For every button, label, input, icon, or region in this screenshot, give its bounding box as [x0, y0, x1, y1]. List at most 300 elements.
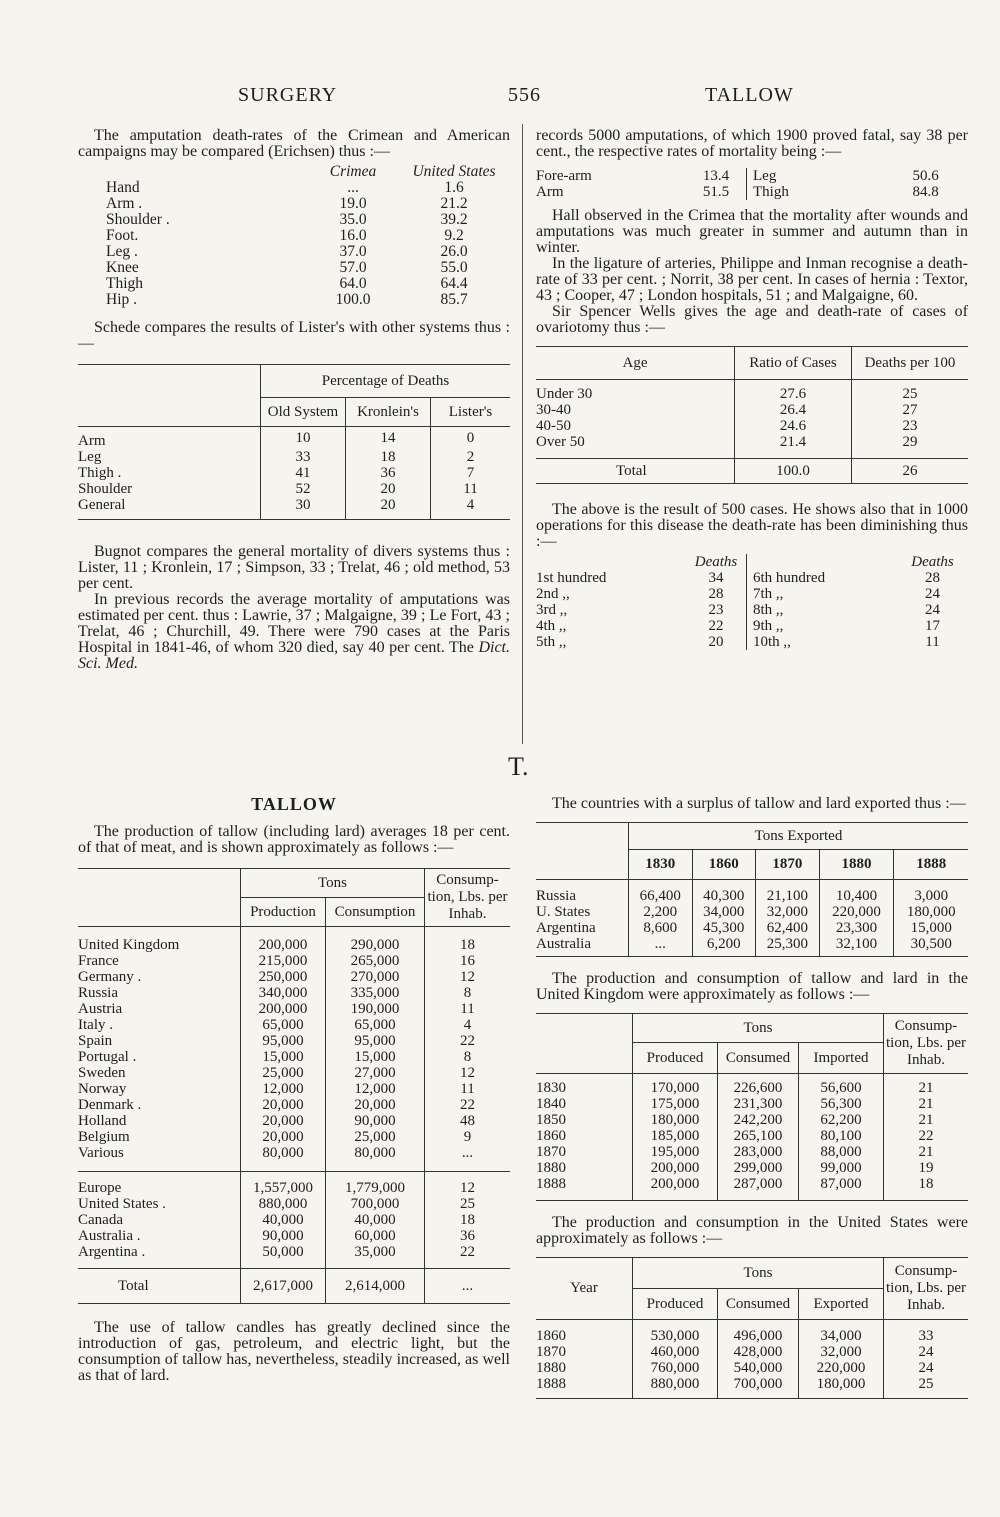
table-cell: 760,000 — [633, 1360, 718, 1376]
col-header: Deaths — [694, 554, 738, 570]
table-row — [78, 953, 510, 969]
table-cell: 21.2 — [440, 195, 468, 212]
table-cell: 3,000 — [894, 888, 968, 904]
table-row-label: 1st hundred — [536, 570, 607, 586]
table-row-label: 7th ,, — [747, 586, 898, 602]
table-row — [78, 1097, 510, 1113]
table-cell: 20,000 — [241, 1113, 326, 1129]
table-row-label: 1830 — [536, 1079, 566, 1096]
table-row — [536, 586, 968, 602]
paragraph: In the ligature of arteries, Philippe and Inman recognise a death-rate of 33 per cent. ; Norrit, 38 per cent. In cases of hernia : Textor, 43 ; Cooper, 47 ; London hospitals, 51 ; and Malgaigne, 60. — [536, 255, 968, 304]
table-row — [78, 292, 510, 308]
table-cell: 21,100 — [756, 888, 820, 904]
table-row-label: Canada — [78, 1211, 123, 1228]
table-cell: 428,000 — [718, 1344, 799, 1360]
paragraph: Hall observed in the Crimea that the mortality after wounds and amputations was much greater in summer and autumn than in winter. — [536, 207, 968, 256]
table-row-label: Sweden — [78, 1064, 126, 1081]
table-row — [78, 426, 510, 449]
paragraph: Sir Spencer Wells gives the age and death-rate of cases of ovariotomy thus :— — [536, 303, 968, 336]
table-cell: 175,000 — [633, 1096, 718, 1112]
table-row-label: 6th hundred — [747, 570, 898, 586]
table-row-label: 1888 — [536, 1375, 566, 1392]
paragraph: The above is the result of 500 cases. He shows also that in 1000 operations for this disease the death-rate has been diminishing thus :— — [536, 501, 968, 550]
table-row-label: United States . — [78, 1195, 166, 1212]
table-cell: 21 — [884, 1096, 969, 1112]
table-row-label: Arm — [78, 432, 106, 449]
table-cell: 20 — [346, 497, 431, 513]
table-cell: 48 — [425, 1113, 511, 1129]
table-cell: 880,000 — [241, 1196, 326, 1212]
table-cell: 180,000 — [799, 1376, 884, 1392]
table-cell: 11 — [425, 1001, 511, 1017]
table-cell: 30,500 — [894, 936, 968, 952]
table-row — [78, 212, 510, 228]
table-cell: 40,000 — [241, 1212, 326, 1228]
table-row — [78, 228, 510, 244]
table-row — [78, 1129, 510, 1145]
table-row — [536, 920, 968, 936]
table-cell: 12 — [425, 969, 511, 985]
table-row-label: Leg — [78, 448, 102, 465]
table-row — [78, 1228, 510, 1244]
table-cell: 99,000 — [799, 1160, 884, 1176]
table-row — [78, 1081, 510, 1097]
table-cell: 84.8 — [912, 184, 939, 200]
table-cell: 25,000 — [241, 1065, 326, 1081]
paragraph: The countries with a surplus of tallow and lard exported thus :— — [552, 795, 966, 812]
col-header: Exported — [799, 1288, 884, 1319]
col-header: Crimea — [329, 163, 377, 180]
table-row-label: Hip . — [106, 291, 137, 308]
table-cell: 11 — [925, 634, 940, 650]
table-row — [78, 1244, 510, 1260]
table-cell: 33 — [261, 449, 346, 465]
table-row-label: Shoulder — [78, 480, 133, 497]
table-row-label: United Kingdom — [78, 936, 180, 953]
table-cell: 25 — [425, 1196, 511, 1212]
table-cell: 242,200 — [718, 1112, 799, 1128]
table-cell: 700,000 — [326, 1196, 425, 1212]
table-row — [536, 1112, 968, 1128]
table-row — [536, 386, 968, 402]
table-row-label: 1880 — [536, 1359, 566, 1376]
table-cell: 25,300 — [756, 936, 820, 952]
running-head-right: TALLOW — [705, 84, 794, 106]
paragraph: The production and consumption in the United States were approximately as follows :— — [536, 1213, 968, 1247]
table-row-label: Foot. — [106, 227, 139, 244]
table-row-label: Russia — [536, 888, 577, 904]
table-cell: 12,000 — [241, 1081, 326, 1097]
table-row-label: Leg . — [106, 243, 138, 260]
table-row — [536, 168, 968, 184]
table-cell: 23 — [708, 602, 724, 618]
table-cell: 24 — [925, 602, 940, 618]
table-cell: 88,000 — [799, 1144, 884, 1160]
table-cell: 32,100 — [819, 936, 894, 952]
table-row-label: 4th ,, — [536, 618, 567, 634]
table-cell: 9 — [425, 1129, 511, 1145]
paragraph — [78, 592, 510, 672]
table-row — [78, 196, 510, 212]
table-row-label: Germany . — [78, 968, 142, 985]
table-cell: 27.6 — [735, 386, 852, 402]
table-cell: 226,600 — [718, 1080, 799, 1096]
table-row — [78, 449, 510, 465]
table-cell: 21 — [884, 1144, 969, 1160]
table-cell: 55.0 — [440, 259, 468, 276]
col-header: Lister's — [431, 398, 511, 427]
table-cell: 62,200 — [799, 1112, 884, 1128]
table-cell: 17 — [925, 618, 940, 634]
table-row-label: 1860 — [536, 1127, 566, 1144]
table-cell: 200,000 — [241, 1001, 326, 1017]
col-header: Year — [570, 1280, 598, 1296]
table-row-label: Fore-arm — [536, 168, 592, 184]
table-cell: 80,000 — [241, 1145, 326, 1161]
table-cell: 57.0 — [339, 259, 367, 276]
table-cell: 60,000 — [326, 1228, 425, 1244]
table-cell: 90,000 — [241, 1228, 326, 1244]
table-cell: 23 — [852, 418, 969, 434]
table-cell: 28 — [925, 570, 940, 586]
table-cell: 15,000 — [326, 1049, 425, 1065]
table-cell: 64.0 — [339, 275, 367, 292]
table-row-label: Holland — [78, 1112, 127, 1129]
hundreds-table — [536, 554, 968, 650]
table-row-label: Hand — [106, 179, 140, 196]
column-divider — [522, 124, 523, 744]
table-row — [78, 937, 510, 953]
table-cell: 200,000 — [241, 937, 326, 953]
table-row — [536, 1376, 968, 1392]
table-cell: 24.6 — [735, 418, 852, 434]
table-cell: 40,300 — [692, 888, 756, 904]
table-row-label: Italy . — [78, 1016, 113, 1033]
table-cell: 22 — [425, 1244, 511, 1260]
table-cell: 24 — [925, 586, 940, 602]
table-cell: 12,000 — [326, 1081, 425, 1097]
table-row — [78, 260, 510, 276]
table-cell: 9.2 — [444, 227, 464, 244]
table-row-label: Knee — [106, 259, 139, 276]
table-cell: 32,000 — [799, 1344, 884, 1360]
table-row-label: U. States — [536, 904, 591, 920]
table-cell: 23,300 — [819, 920, 894, 936]
table-row-label: Arm — [536, 184, 564, 200]
right-column — [536, 128, 968, 650]
paragraph: The amputation death-rates of the Crimean and American campaigns may be compared (Erichsen) thus :— — [78, 127, 510, 160]
table-row — [536, 402, 968, 418]
crimea-us-table — [78, 164, 510, 308]
table-cell: 200,000 — [633, 1160, 718, 1176]
table-cell: 195,000 — [633, 1144, 718, 1160]
table-cell: ... — [347, 179, 359, 196]
table-cell: 18 — [346, 449, 431, 465]
table-row — [78, 1065, 510, 1081]
table-cell: 2,614,000 — [326, 1268, 425, 1303]
table-row-label: General — [78, 496, 126, 513]
table-cell: 185,000 — [633, 1128, 718, 1144]
table-row-label: 9th ,, — [747, 618, 898, 634]
table-row-label: 2nd ,, — [536, 586, 570, 602]
table-row-label: 10th ,, — [747, 634, 898, 650]
table-row — [536, 1360, 968, 1376]
table-cell: 7 — [431, 465, 511, 481]
table-cell: 24 — [884, 1360, 969, 1376]
table-cell: 4 — [425, 1017, 511, 1033]
table-row — [536, 936, 968, 952]
table-row — [536, 418, 968, 434]
table-cell: 270,000 — [326, 969, 425, 985]
col-header: Consump-tion, Lbs. per Inhab. — [425, 869, 511, 927]
table-cell: 287,000 — [718, 1176, 799, 1192]
table-cell: 36 — [425, 1228, 511, 1244]
col-header: 1860 — [692, 849, 756, 880]
table-row-label: Belgium — [78, 1128, 130, 1145]
table-cell: 32,000 — [756, 904, 820, 920]
col-header: Consump-tion, Lbs. per Inhab. — [884, 1014, 969, 1074]
tallow-production-table — [78, 868, 510, 1304]
table-cell: 41 — [261, 465, 346, 481]
section-letter: T. — [508, 752, 529, 781]
table-row-label: Over 50 — [536, 434, 585, 450]
table-row-label: Leg — [747, 168, 884, 184]
table-cell: 51.5 — [702, 184, 730, 200]
paragraph: The use of tallow candles has greatly declined since the introduction of gas, petroleum, and electric light, but the consumption of tallow has, nevertheless, steadily increased, as well as that of lard. — [78, 1318, 510, 1384]
table-cell: 39.2 — [440, 211, 468, 228]
col-header: Imported — [799, 1043, 884, 1074]
table-row — [536, 1144, 968, 1160]
table-row — [78, 497, 510, 513]
table-row-label: 1870 — [536, 1143, 566, 1160]
group-header: Tons — [633, 1014, 884, 1043]
table-cell: 10 — [261, 426, 346, 449]
table-row-label: Argentina . — [78, 1243, 146, 1260]
col-header: Old System — [261, 398, 346, 427]
table-row-label: Total — [118, 1277, 149, 1294]
table-cell: 265,000 — [326, 953, 425, 969]
table-cell: 0 — [431, 426, 511, 449]
exports-table — [536, 822, 968, 957]
col-header: Kronlein's — [346, 398, 431, 427]
table-row — [536, 602, 968, 618]
table-cell: 19.0 — [339, 195, 367, 212]
col-header: 1880 — [819, 849, 894, 880]
table-cell: 2,200 — [629, 904, 693, 920]
col-header: Produced — [633, 1043, 718, 1074]
col-header: Age — [622, 355, 648, 371]
table-row-label: Austria — [78, 1000, 123, 1017]
table-cell: 8,600 — [629, 920, 693, 936]
col-header: Consumption — [326, 898, 425, 927]
table-row — [536, 184, 968, 200]
table-row — [78, 969, 510, 985]
table-cell: 40,000 — [326, 1212, 425, 1228]
table-row-label: 1850 — [536, 1111, 566, 1128]
table-row-label: Russia — [78, 984, 119, 1001]
rates-table — [536, 168, 968, 200]
table-row-label: 1860 — [536, 1327, 566, 1344]
table-row — [536, 1128, 968, 1144]
table-cell: ... — [425, 1268, 511, 1303]
us-tallow-table — [536, 1257, 968, 1399]
group-header: Tons — [633, 1257, 884, 1288]
paragraph: Schede compares the results of Lister's with other systems thus :— — [78, 319, 510, 352]
table-cell: 64.4 — [440, 275, 468, 292]
table-row — [536, 1160, 968, 1176]
table-cell: 21 — [884, 1112, 969, 1128]
paragraph: The production and consumption of tallow and lard in the United Kingdom were approximately as follows :— — [536, 970, 968, 1003]
table-row-label: Denmark . — [78, 1096, 142, 1113]
table-cell: 45,300 — [692, 920, 756, 936]
table-cell: 19 — [884, 1160, 969, 1176]
table-cell: 180,000 — [894, 904, 968, 920]
table-row-label: Europe — [78, 1179, 122, 1196]
table-row-label: Shoulder . — [106, 211, 170, 228]
table-cell: 180,000 — [633, 1112, 718, 1128]
table-cell: 20,000 — [326, 1097, 425, 1113]
table-row-label: 1888 — [536, 1175, 566, 1192]
table-cell: 2 — [431, 449, 511, 465]
table-cell: 65,000 — [326, 1017, 425, 1033]
table-row-label: Argentina — [536, 920, 596, 936]
table-cell: 20,000 — [241, 1097, 326, 1113]
table-row — [78, 481, 510, 497]
paragraph: Bugnot compares the general mortality of divers systems thus : Lister, 11 ; Kronlein, 17 ; Simpson, 33 ; Trelat, 46 ; old method, 53 per cent. — [78, 542, 510, 592]
ovariotomy-table — [536, 346, 968, 484]
table-row — [78, 1212, 510, 1228]
table-cell: 52 — [261, 481, 346, 497]
table-cell: ... — [425, 1145, 511, 1161]
table-row — [78, 276, 510, 292]
table-cell: 80,100 — [799, 1128, 884, 1144]
table-cell: 265,100 — [718, 1128, 799, 1144]
citation: Dict. Sci. Med. — [78, 638, 510, 672]
table-row — [78, 1113, 510, 1129]
table-row-label: Arm . — [106, 195, 143, 212]
table-row-label: Total — [616, 463, 647, 479]
group-header: Percentage of Deaths — [261, 365, 511, 398]
table-cell: 33 — [884, 1328, 969, 1344]
table-cell: 22 — [884, 1128, 969, 1144]
table-row-label: 3rd ,, — [536, 602, 568, 618]
left-column — [78, 128, 510, 672]
col-header: 1888 — [894, 849, 968, 880]
table-row — [536, 1344, 968, 1360]
table-cell: 2,617,000 — [241, 1268, 326, 1303]
table-cell: 4 — [431, 497, 511, 513]
table-cell: 1.6 — [444, 179, 464, 196]
table-cell: 250,000 — [241, 969, 326, 985]
table-cell: 25 — [852, 386, 969, 402]
table-cell: 15,000 — [241, 1049, 326, 1065]
table-row — [78, 1180, 510, 1196]
table-cell: 95,000 — [326, 1033, 425, 1049]
table-row-label: Thigh — [106, 275, 144, 292]
table-cell: 100.0 — [335, 291, 371, 308]
col-header: Consump-tion, Lbs. per Inhab. — [884, 1257, 969, 1319]
table-cell: 34 — [708, 570, 724, 586]
table-row-label: 30-40 — [536, 402, 571, 418]
table-cell: 21.4 — [735, 434, 852, 450]
table-row-label: Spain — [78, 1032, 113, 1049]
table-row — [536, 1176, 968, 1192]
table-cell: 6,200 — [692, 936, 756, 952]
table-row — [78, 180, 510, 196]
table-cell: 16 — [425, 953, 511, 969]
table-row — [536, 618, 968, 634]
table-row — [536, 904, 968, 920]
table-row-label: Australia — [536, 936, 591, 952]
table-row-label: Norway — [78, 1080, 127, 1097]
table-row-label: Various — [78, 1144, 124, 1161]
table-cell: 25,000 — [326, 1129, 425, 1145]
table-cell: 220,000 — [799, 1360, 884, 1376]
table-row-label: Under 30 — [536, 386, 593, 402]
table-cell: 290,000 — [326, 937, 425, 953]
table-row-label: 1870 — [536, 1343, 566, 1360]
table-cell: 90,000 — [326, 1113, 425, 1129]
table-row — [78, 1017, 510, 1033]
table-cell: 700,000 — [718, 1376, 799, 1392]
group-header: Tons — [241, 869, 425, 898]
table-row — [78, 1049, 510, 1065]
table-row — [536, 888, 968, 904]
table-row — [536, 1096, 968, 1112]
table-cell: 35,000 — [326, 1244, 425, 1260]
right-lower-column — [536, 796, 968, 1399]
group-header: Tons Exported — [629, 823, 969, 850]
paragraph: records 5000 amputations, of which 1900 proved fatal, say 38 per cent., the respective rates of mortality being :— — [536, 127, 968, 160]
col-header: Ratio of Cases — [735, 347, 852, 380]
table-cell: 66,400 — [629, 888, 693, 904]
table-cell: 22 — [708, 618, 724, 634]
table-row — [78, 1001, 510, 1017]
table-cell: 36 — [346, 465, 431, 481]
table-cell: 8 — [425, 985, 511, 1001]
section-title: TALLOW — [251, 794, 337, 814]
table-cell: 18 — [425, 1212, 511, 1228]
table-cell: 100.0 — [735, 459, 852, 484]
table-cell: 299,000 — [718, 1160, 799, 1176]
table-cell: 340,000 — [241, 985, 326, 1001]
table-cell: 24 — [884, 1344, 969, 1360]
table-cell: 14 — [346, 426, 431, 449]
table-row-label: 5th ,, — [536, 634, 567, 650]
table-cell: 530,000 — [633, 1328, 718, 1344]
col-header: 1870 — [756, 849, 820, 880]
col-header: Deaths per 100 — [852, 347, 969, 380]
table-cell: 8 — [425, 1049, 511, 1065]
table-row-label: 1880 — [536, 1159, 566, 1176]
col-header: Consumed — [718, 1043, 799, 1074]
table-row — [78, 465, 510, 481]
table-cell: 95,000 — [241, 1033, 326, 1049]
table-cell: 27,000 — [326, 1065, 425, 1081]
table-row-label: Portugal . — [78, 1048, 137, 1065]
table-cell: 37.0 — [339, 243, 367, 260]
table-cell: 20,000 — [241, 1129, 326, 1145]
paragraph: The production of tallow (including lard) averages 18 per cent. of that of meat, and is shown approximately as follows :— — [78, 823, 510, 856]
table-row — [78, 1033, 510, 1049]
table-cell: 170,000 — [633, 1080, 718, 1096]
table-cell: ... — [629, 936, 693, 952]
table-cell: 26 — [852, 459, 969, 484]
table-cell: 18 — [425, 937, 511, 953]
table-cell: 220,000 — [819, 904, 894, 920]
table-cell: 35.0 — [339, 211, 367, 228]
table-cell: 460,000 — [633, 1344, 718, 1360]
